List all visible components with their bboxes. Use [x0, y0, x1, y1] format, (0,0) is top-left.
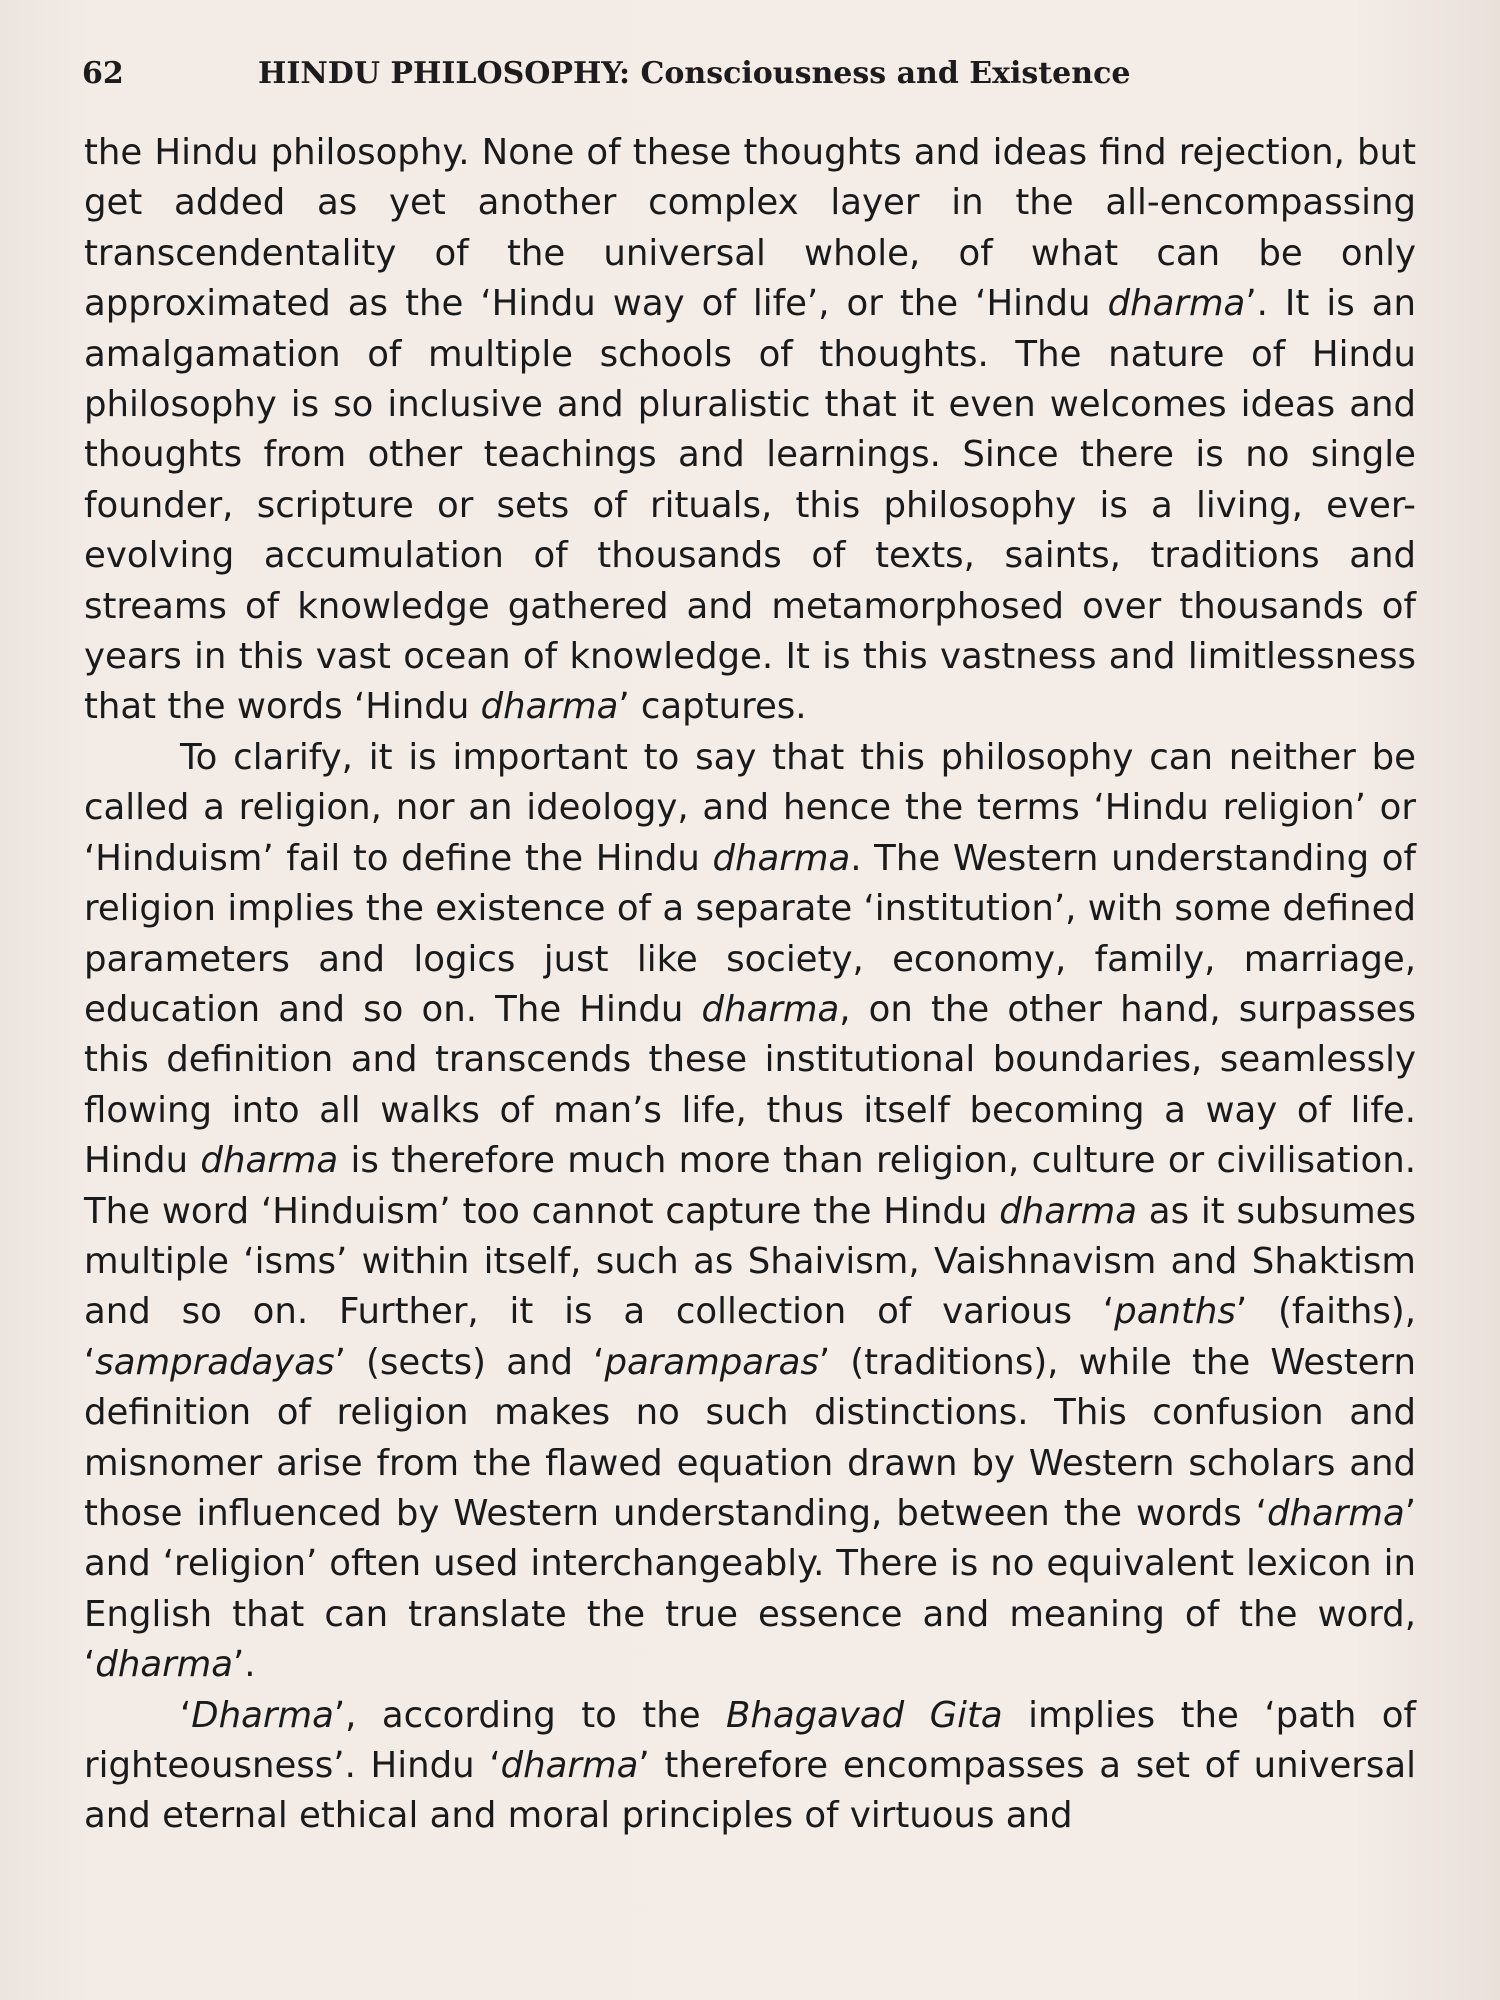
italic-term: paramparas [604, 1341, 819, 1383]
text-run: ’ and ‘religion’ often used interchangeably. There is no equivalent lexicon in English that can translate the true essence and meaning of the word, ‘ [84, 1492, 1416, 1686]
italic-term: dharma [200, 1140, 339, 1182]
paragraph-1 [84, 128, 1416, 733]
text-run: ‘ [180, 1694, 192, 1736]
text-run: . The Western understanding of religion implies the existence of a separate ‘institution’, with some defined parameters and logics just like society, economy, family, marriage, education and so on. The Hindu [84, 837, 1416, 1030]
text-run: as it subsumes multiple ‘isms’ within itself, such as Shaivism, Vaishnavism and Shaktism and so on. Further, it is a collection of various ‘ [84, 1190, 1416, 1333]
running-header [82, 50, 1412, 100]
paragraph-3 [84, 1691, 1416, 1842]
text-run: To clarify, it is important to say that this philosophy can neither be called a religion, nor an ideology, and hence the terms ‘Hindu religion’ or ‘Hinduism’ fail to define the Hindu [84, 736, 1416, 879]
italic-term: dharma [712, 837, 851, 879]
italic-term: Bhagavad Gita [726, 1694, 1003, 1736]
italic-term: dharma [480, 686, 619, 728]
italic-term: dharma [1266, 1492, 1405, 1534]
italic-term: dharma [95, 1644, 234, 1686]
italic-term: sampradayas [95, 1341, 335, 1383]
page-number: 62 [82, 56, 124, 91]
text-run: ’ captures. [618, 686, 807, 728]
text-run: , on the other hand, surpasses this definition and transcends these institutional boundaries, seamlessly flowing into all walks of man’s life, thus itself becoming a way of life. Hindu [84, 988, 1416, 1182]
text-run: ’ therefore encompasses a set of universal and eternal ethical and moral principles of virtuous and [84, 1745, 1417, 1837]
italic-term: dharma [1107, 283, 1246, 325]
text-run: ’ (traditions), while the Western definition of religion makes no such distinctions. This confusion and misnomer arise from the flawed equation drawn by Western scholars and those influenced by Western understanding, between the words ‘ [84, 1341, 1416, 1534]
text-run: implies the ‘path of righteousness’. Hindu ‘ [84, 1694, 1416, 1786]
italic-term: dharma [500, 1745, 639, 1786]
text-run: ’. It is an amalgamation of multiple schools of thoughts. The nature of Hindu philosophy is so inclusive and pluralistic that it even welcomes ideas and thoughts from other teachings and learnings. Since there is no single founder, scripture or sets of rituals, this philosophy is a living, ever-evolving accumulation of thousands of texts, saints, traditions and streams of knowledge gathered and metamorphosed over thousands of years in this vast ocean of knowledge. It is this vastness and limitlessness that the words ‘Hindu [84, 283, 1416, 728]
text-run: the Hindu philosophy. None of these thoughts and ideas find rejection, but get added as yet another complex layer in the all-encompassing transcendentality of the universal whole, of what can be only approximated as the ‘Hindu way of life’, or the ‘Hindu [84, 132, 1416, 325]
italic-term: dharma [701, 988, 840, 1030]
paragraph-2 [84, 733, 1416, 1691]
italic-term: dharma [999, 1190, 1137, 1232]
italic-term: panths [1114, 1291, 1236, 1333]
text-run: ’ (faiths), ‘ [84, 1291, 1417, 1383]
text-run: is therefore much more than religion, culture or civilisation. The word ‘Hinduism’ too cannot capture the Hindu [84, 1140, 1416, 1232]
text-run: ’ (sects) and ‘ [334, 1341, 605, 1383]
body-text [84, 128, 1416, 1842]
text-run: ’, according to the [333, 1694, 726, 1736]
running-title: HINDU PHILOSOPHY: Consciousness and Existence [258, 56, 1131, 91]
text-run: ’. [233, 1644, 256, 1686]
italic-term: Dharma [191, 1694, 334, 1736]
